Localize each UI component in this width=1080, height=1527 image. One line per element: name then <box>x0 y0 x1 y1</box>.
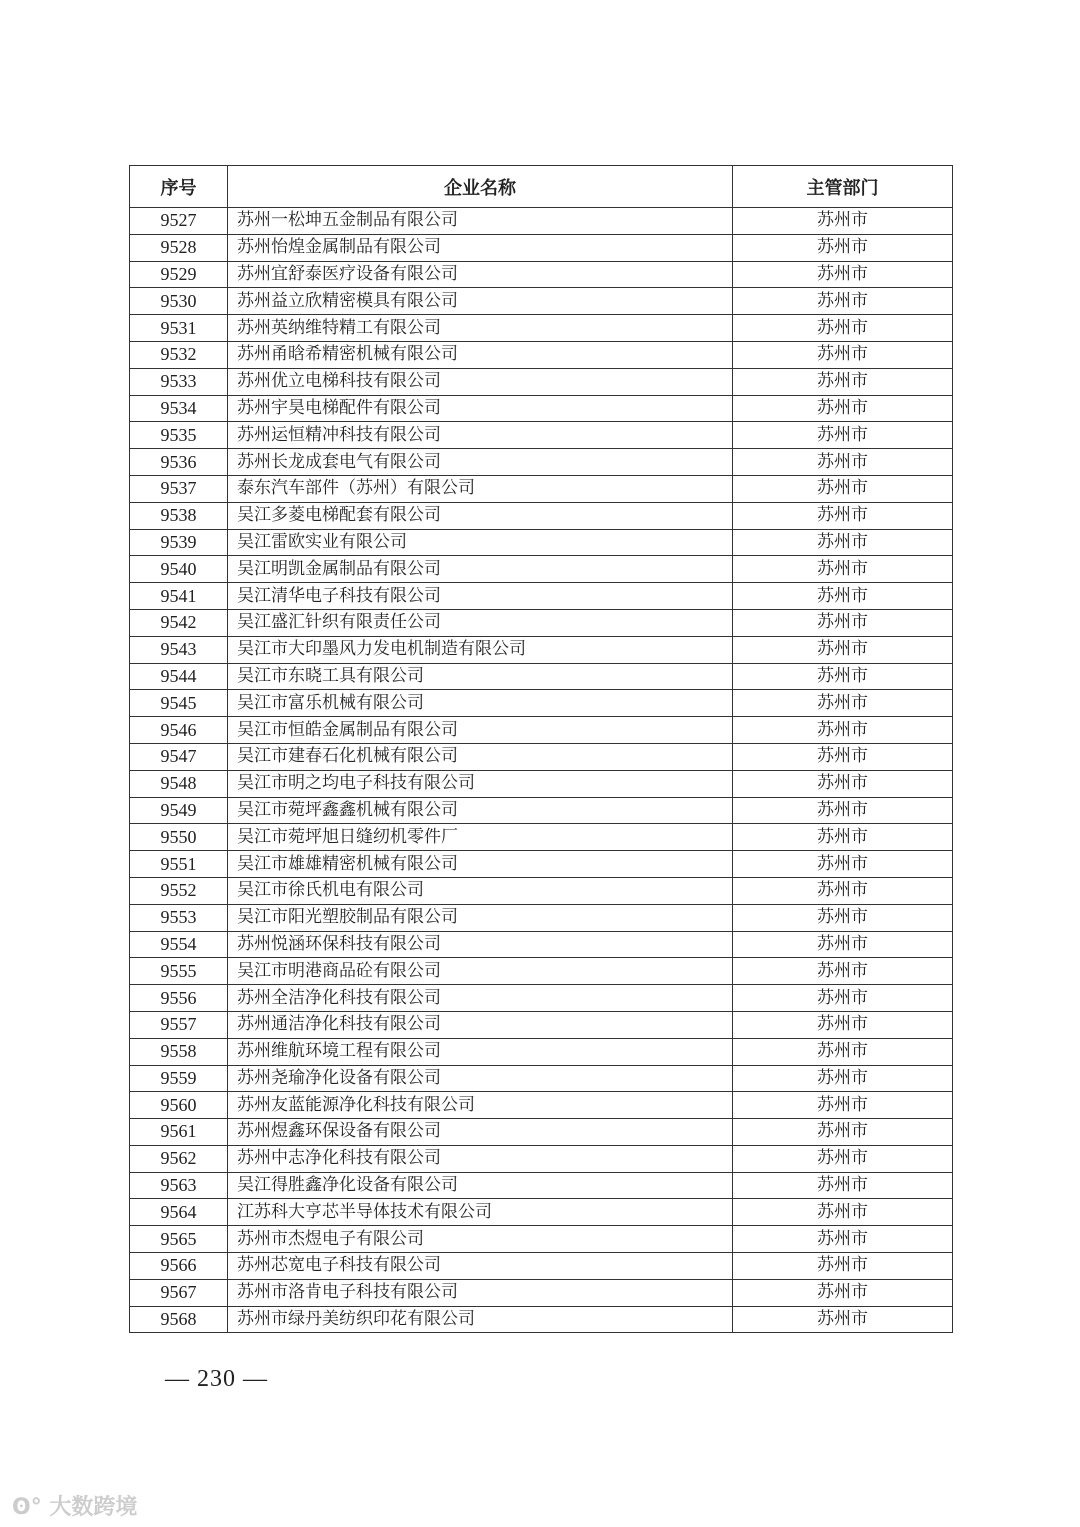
table-row <box>130 395 953 422</box>
company-name: 苏州友蓝能源净化科技有限公司 <box>228 1092 733 1119</box>
row-index: 9560 <box>130 1092 228 1119</box>
department: 苏州市 <box>733 422 953 449</box>
department: 苏州市 <box>733 475 953 502</box>
row-index: 9557 <box>130 1011 228 1038</box>
company-name: 苏州宇昊电梯配件有限公司 <box>228 395 733 422</box>
row-index: 9537 <box>130 475 228 502</box>
company-name: 苏州芯宽电子科技有限公司 <box>228 1253 733 1280</box>
table-header-row <box>130 166 953 208</box>
row-index: 9567 <box>130 1279 228 1306</box>
watermark-logo: ʘ° 大数跨境 <box>12 1495 138 1520</box>
table-row <box>130 904 953 931</box>
department: 苏州市 <box>733 877 953 904</box>
table-row <box>130 234 953 261</box>
row-index: 9530 <box>130 288 228 315</box>
table-row <box>130 1092 953 1119</box>
table-row <box>130 851 953 878</box>
department: 苏州市 <box>733 502 953 529</box>
row-index: 9550 <box>130 824 228 851</box>
table-row <box>130 609 953 636</box>
company-name: 江苏科大亨芯半导体技术有限公司 <box>228 1199 733 1226</box>
row-index: 9552 <box>130 877 228 904</box>
department: 苏州市 <box>733 1306 953 1333</box>
company-name: 吴江雷欧实业有限公司 <box>228 529 733 556</box>
department: 苏州市 <box>733 663 953 690</box>
table-row <box>130 1145 953 1172</box>
department: 苏州市 <box>733 288 953 315</box>
table-row <box>130 341 953 368</box>
table-row <box>130 717 953 744</box>
row-index: 9533 <box>130 368 228 395</box>
page-number: — 230 — <box>165 1366 268 1392</box>
row-index: 9565 <box>130 1226 228 1253</box>
table-row <box>130 1306 953 1333</box>
company-name: 吴江明凯金属制品有限公司 <box>228 556 733 583</box>
company-name: 吴江市大印墨风力发电机制造有限公司 <box>228 636 733 663</box>
company-name: 苏州怡煌金属制品有限公司 <box>228 234 733 261</box>
header-company-name: 企业名称 <box>228 166 733 208</box>
department: 苏州市 <box>733 315 953 342</box>
department: 苏州市 <box>733 1119 953 1146</box>
department: 苏州市 <box>733 395 953 422</box>
row-index: 9545 <box>130 690 228 717</box>
row-index: 9568 <box>130 1306 228 1333</box>
row-index: 9547 <box>130 743 228 770</box>
table-row <box>130 583 953 610</box>
department: 苏州市 <box>733 985 953 1012</box>
table-row <box>130 1065 953 1092</box>
company-name: 吴江得胜鑫净化设备有限公司 <box>228 1172 733 1199</box>
company-name: 苏州一松坤五金制品有限公司 <box>228 208 733 235</box>
company-name: 吴江市富乐机械有限公司 <box>228 690 733 717</box>
row-index: 9538 <box>130 502 228 529</box>
row-index: 9551 <box>130 851 228 878</box>
company-name: 吴江市阳光塑胶制品有限公司 <box>228 904 733 931</box>
department: 苏州市 <box>733 717 953 744</box>
header-department: 主管部门 <box>733 166 953 208</box>
department: 苏州市 <box>733 368 953 395</box>
department: 苏州市 <box>733 690 953 717</box>
table-row <box>130 663 953 690</box>
table-row <box>130 690 953 717</box>
table-row <box>130 315 953 342</box>
table-row <box>130 1253 953 1280</box>
company-name: 苏州英纳维特精工有限公司 <box>228 315 733 342</box>
company-name: 吴江清华电子科技有限公司 <box>228 583 733 610</box>
department: 苏州市 <box>733 556 953 583</box>
table-row <box>130 1011 953 1038</box>
department: 苏州市 <box>733 341 953 368</box>
department: 苏州市 <box>733 851 953 878</box>
company-name: 泰东汽车部件（苏州）有限公司 <box>228 475 733 502</box>
department: 苏州市 <box>733 1172 953 1199</box>
table-row <box>130 877 953 904</box>
department: 苏州市 <box>733 770 953 797</box>
company-name: 苏州悦涵环保科技有限公司 <box>228 931 733 958</box>
row-index: 9555 <box>130 958 228 985</box>
company-name: 苏州尧瑜净化设备有限公司 <box>228 1065 733 1092</box>
row-index: 9542 <box>130 609 228 636</box>
company-name: 苏州煜鑫环保设备有限公司 <box>228 1119 733 1146</box>
company-name: 苏州甬晗希精密机械有限公司 <box>228 341 733 368</box>
company-name: 苏州长龙成套电气有限公司 <box>228 449 733 476</box>
company-name: 吴江市明之均电子科技有限公司 <box>228 770 733 797</box>
department: 苏州市 <box>733 234 953 261</box>
table-row <box>130 636 953 663</box>
company-name: 苏州维航环境工程有限公司 <box>228 1038 733 1065</box>
department: 苏州市 <box>733 931 953 958</box>
company-name: 苏州运恒精冲科技有限公司 <box>228 422 733 449</box>
department: 苏州市 <box>733 797 953 824</box>
row-index: 9532 <box>130 341 228 368</box>
department: 苏州市 <box>733 1279 953 1306</box>
table-row <box>130 502 953 529</box>
department: 苏州市 <box>733 208 953 235</box>
table-row <box>130 475 953 502</box>
department: 苏州市 <box>733 1092 953 1119</box>
department: 苏州市 <box>733 1011 953 1038</box>
department: 苏州市 <box>733 824 953 851</box>
table-row <box>130 261 953 288</box>
company-name: 吴江市徐氏机电有限公司 <box>228 877 733 904</box>
row-index: 9546 <box>130 717 228 744</box>
company-name: 吴江市建春石化机械有限公司 <box>228 743 733 770</box>
company-name: 吴江市恒皓金属制品有限公司 <box>228 717 733 744</box>
department: 苏州市 <box>733 529 953 556</box>
table-row <box>130 797 953 824</box>
company-name: 苏州市杰煜电子有限公司 <box>228 1226 733 1253</box>
row-index: 9566 <box>130 1253 228 1280</box>
enterprise-table <box>129 165 953 1333</box>
row-index: 9563 <box>130 1172 228 1199</box>
table-row <box>130 529 953 556</box>
company-name: 吴江市明港商品砼有限公司 <box>228 958 733 985</box>
row-index: 9559 <box>130 1065 228 1092</box>
company-name: 吴江盛汇针织有限责任公司 <box>228 609 733 636</box>
company-name: 吴江市东晓工具有限公司 <box>228 663 733 690</box>
row-index: 9535 <box>130 422 228 449</box>
company-name: 吴江多菱电梯配套有限公司 <box>228 502 733 529</box>
table-row <box>130 1226 953 1253</box>
table-row <box>130 208 953 235</box>
row-index: 9527 <box>130 208 228 235</box>
company-name: 苏州通洁净化科技有限公司 <box>228 1011 733 1038</box>
row-index: 9544 <box>130 663 228 690</box>
table-row <box>130 422 953 449</box>
row-index: 9561 <box>130 1119 228 1146</box>
department: 苏州市 <box>733 958 953 985</box>
department: 苏州市 <box>733 1253 953 1280</box>
watermark-text: 大数跨境 <box>49 1495 138 1520</box>
row-index: 9543 <box>130 636 228 663</box>
department: 苏州市 <box>733 261 953 288</box>
department: 苏州市 <box>733 636 953 663</box>
table-row <box>130 1119 953 1146</box>
company-name: 吴江市雄雄精密机械有限公司 <box>228 851 733 878</box>
table-row <box>130 368 953 395</box>
department: 苏州市 <box>733 1038 953 1065</box>
department: 苏州市 <box>733 1199 953 1226</box>
department: 苏州市 <box>733 1065 953 1092</box>
table-row <box>130 1038 953 1065</box>
row-index: 9531 <box>130 315 228 342</box>
table-row <box>130 449 953 476</box>
department: 苏州市 <box>733 449 953 476</box>
row-index: 9536 <box>130 449 228 476</box>
table-row <box>130 985 953 1012</box>
table-row <box>130 1172 953 1199</box>
row-index: 9529 <box>130 261 228 288</box>
table-row <box>130 770 953 797</box>
row-index: 9541 <box>130 583 228 610</box>
table-row <box>130 743 953 770</box>
company-name: 苏州益立欣精密模具有限公司 <box>228 288 733 315</box>
row-index: 9540 <box>130 556 228 583</box>
row-index: 9549 <box>130 797 228 824</box>
company-name: 苏州市绿丹美纺织印花有限公司 <box>228 1306 733 1333</box>
company-name: 苏州宜舒泰医疗设备有限公司 <box>228 261 733 288</box>
department: 苏州市 <box>733 743 953 770</box>
row-index: 9539 <box>130 529 228 556</box>
company-name: 苏州中志净化科技有限公司 <box>228 1145 733 1172</box>
department: 苏州市 <box>733 904 953 931</box>
table-body <box>130 208 953 1333</box>
row-index: 9528 <box>130 234 228 261</box>
table-row <box>130 824 953 851</box>
header-index: 序号 <box>130 166 228 208</box>
department: 苏州市 <box>733 583 953 610</box>
row-index: 9554 <box>130 931 228 958</box>
company-name: 苏州优立电梯科技有限公司 <box>228 368 733 395</box>
row-index: 9556 <box>130 985 228 1012</box>
table-row <box>130 1279 953 1306</box>
table-row <box>130 288 953 315</box>
company-name: 吴江市菀坪旭日缝纫机零件厂 <box>228 824 733 851</box>
department: 苏州市 <box>733 609 953 636</box>
company-name: 苏州市洛肯电子科技有限公司 <box>228 1279 733 1306</box>
row-index: 9562 <box>130 1145 228 1172</box>
row-index: 9553 <box>130 904 228 931</box>
table-row <box>130 1199 953 1226</box>
company-name: 苏州全洁净化科技有限公司 <box>228 985 733 1012</box>
department: 苏州市 <box>733 1145 953 1172</box>
row-index: 9558 <box>130 1038 228 1065</box>
table-row <box>130 556 953 583</box>
department: 苏州市 <box>733 1226 953 1253</box>
row-index: 9548 <box>130 770 228 797</box>
row-index: 9534 <box>130 395 228 422</box>
table-row <box>130 958 953 985</box>
company-name: 吴江市菀坪鑫鑫机械有限公司 <box>228 797 733 824</box>
table-row <box>130 931 953 958</box>
row-index: 9564 <box>130 1199 228 1226</box>
